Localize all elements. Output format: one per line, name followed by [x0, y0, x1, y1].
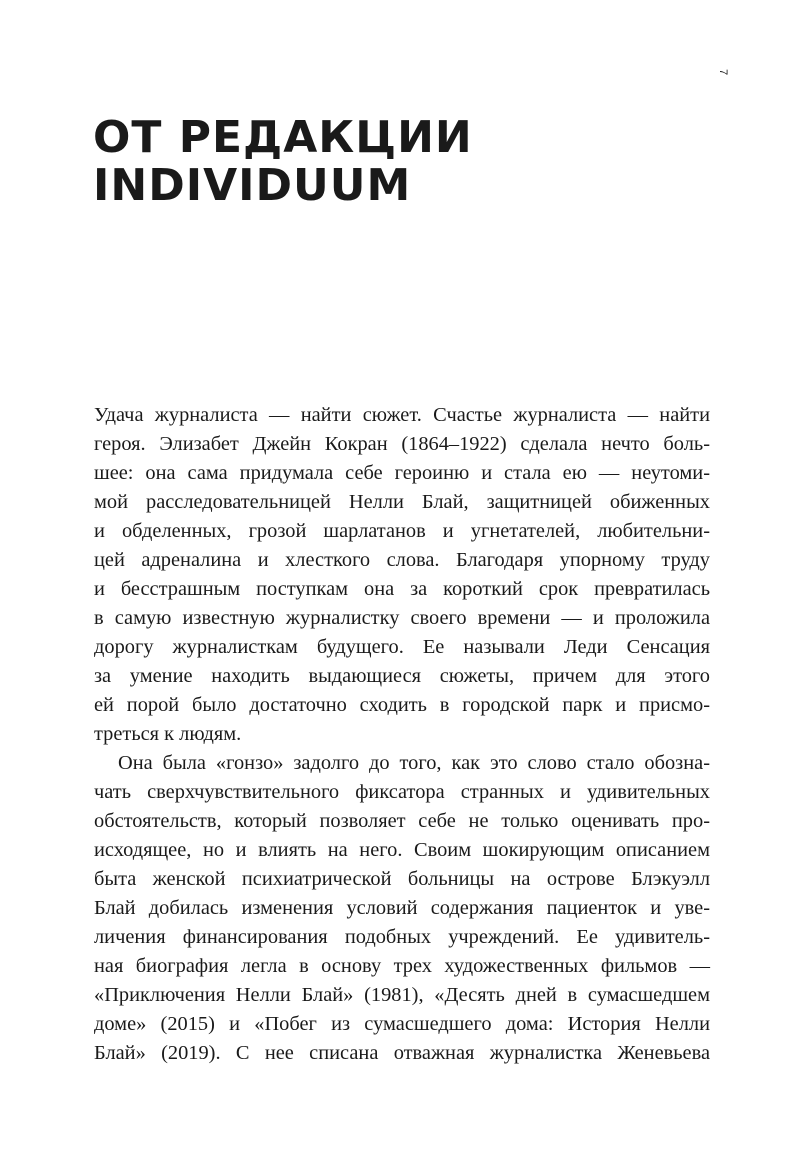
text-line: обстоятельств, который позволяет себе не только оценивать про- [94, 810, 710, 832]
text-line: Удача журналиста — найти сюжет. Счастье журналиста — найти [94, 404, 710, 426]
text-line: шее: она сама придумала себе героиню и стала ею — неутоми- [94, 462, 710, 484]
text-line: личения финансирования подобных учреждений. Ее удивитель- [94, 926, 710, 948]
text-line: за умение находить выдающиеся сюжеты, причем для этого [94, 665, 710, 687]
chapter-title-line-2: INDIVIDUUM [93, 160, 412, 211]
text-line: ей порой было достаточно сходить в городской парк и присмо- [94, 694, 710, 716]
chapter-title-line-1: ОТ РЕДАКЦИИ [93, 112, 473, 163]
text-line: Она была «гонзо» задолго до того, как это слово стало обозна- [118, 752, 710, 774]
text-line: героя. Элизабет Джейн Кокран (1864–1922) сделала нечто боль- [94, 433, 710, 455]
text-line: дорогу журналисткам будущего. Ее называли Леди Сенсация [94, 636, 710, 658]
text-line: треться к людям. [94, 723, 242, 745]
paragraph-1 [94, 401, 710, 749]
text-line: исходящее, но и влиять на него. Своим шокирующим описанием [94, 839, 710, 861]
text-line: и бесстрашным поступкам она за короткий срок превратилась [94, 578, 710, 600]
text-line: цей адреналина и хлесткого слова. Благодаря упорному труду [94, 549, 710, 571]
chapter-title [93, 114, 473, 210]
text-line: и обделенных, грозой шарлатанов и угнетателей, любительни- [94, 520, 710, 542]
text-line: Блай добилась изменения условий содержания пациенток и уве- [94, 897, 710, 919]
text-line: доме» (2015) и «Побег из сумасшедшего дома: История Нелли [94, 1013, 710, 1035]
paragraph-2 [94, 749, 710, 1068]
page-number: 7 [717, 68, 729, 76]
text-line: быта женской психиатрической больницы на острове Блэкуэлл [94, 868, 710, 890]
text-line: Блай» (2019). С нее списана отважная журналистка Женевьева [94, 1042, 710, 1064]
body-text [94, 401, 710, 1068]
text-line: мой расследовательницей Нелли Блай, защитницей обиженных [94, 491, 710, 513]
text-line: чать сверхчувствительного фиксатора странных и удивительных [94, 781, 710, 803]
text-line: в самую известную журналистку своего времени — и проложила [94, 607, 710, 629]
text-line: «Приключения Нелли Блай» (1981), «Десять дней в сумасшедшем [94, 984, 710, 1006]
text-line: ная биография легла в основу трех художественных фильмов — [94, 955, 710, 977]
